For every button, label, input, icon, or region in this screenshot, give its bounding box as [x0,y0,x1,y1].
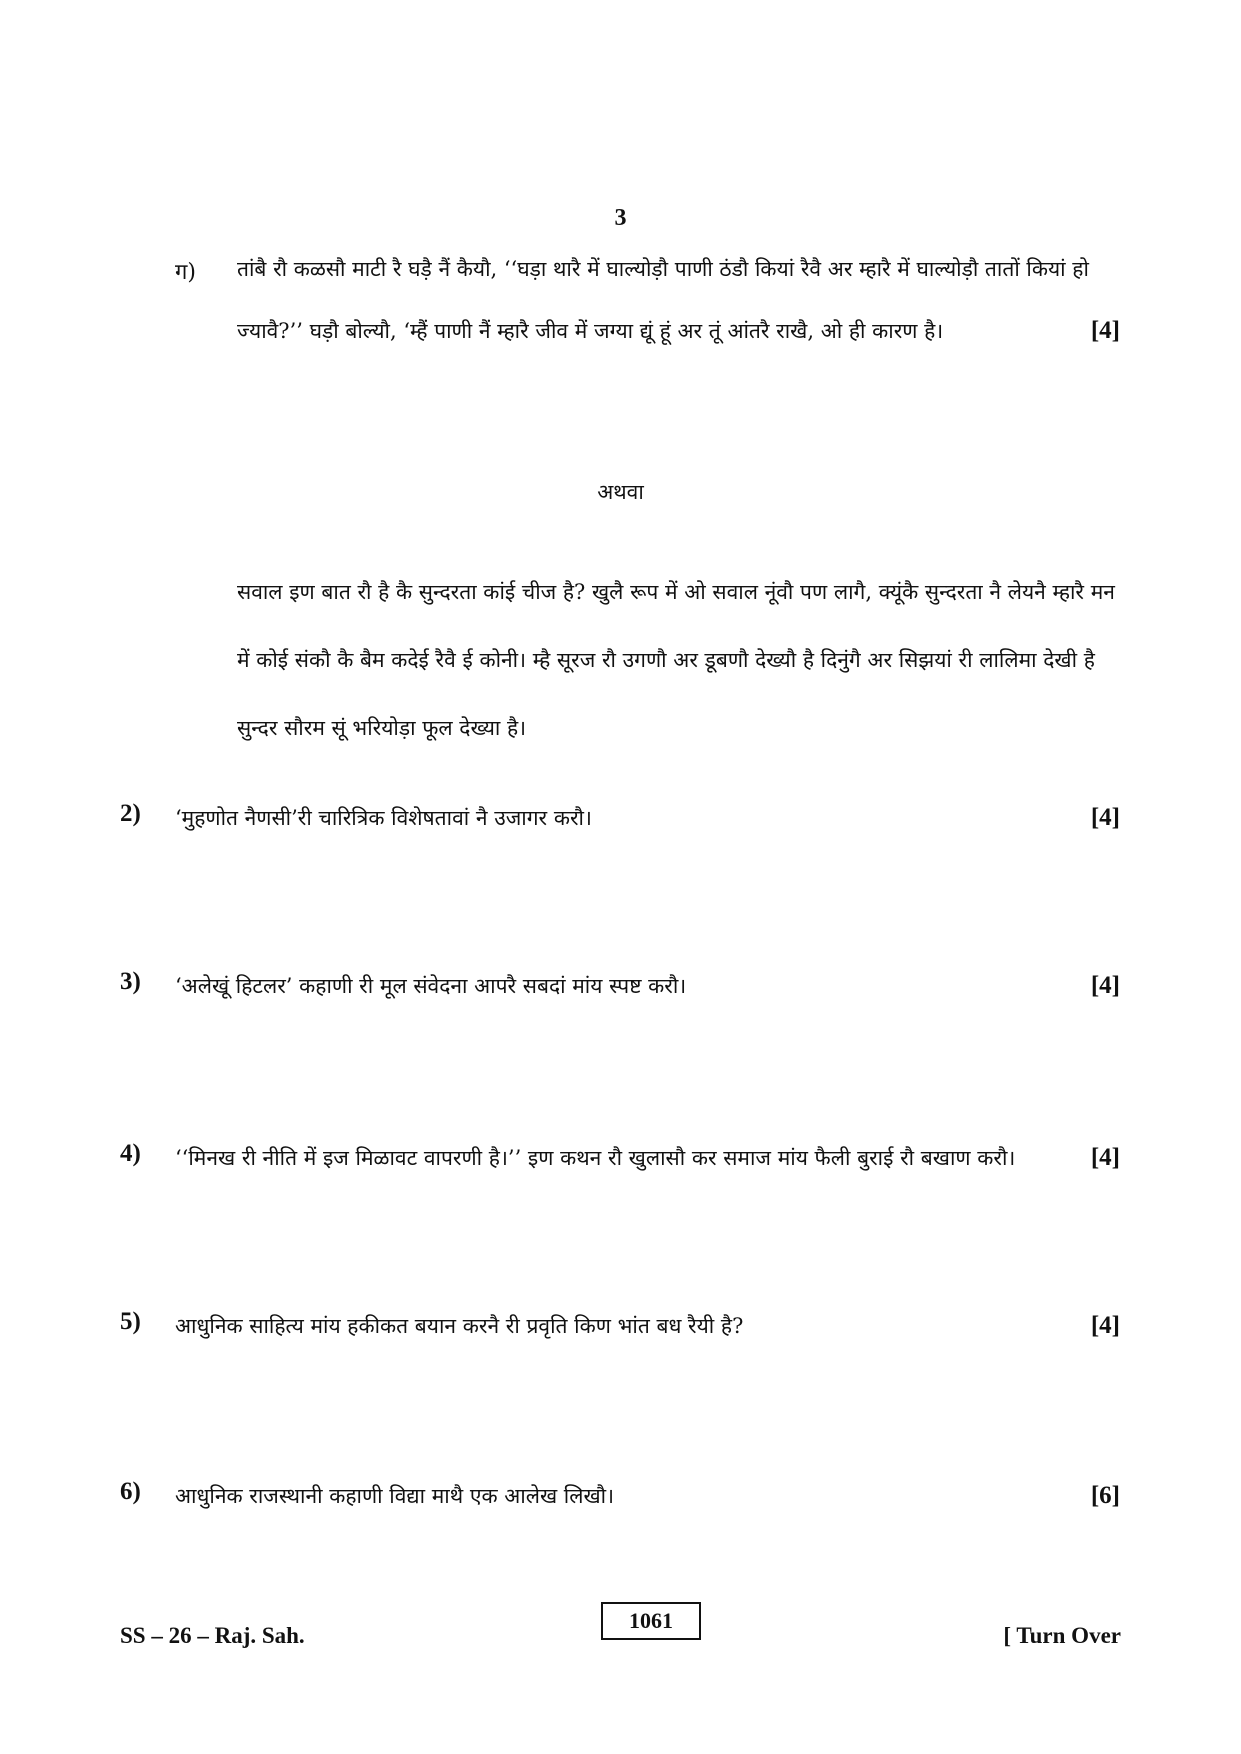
question-text: आधुनिक साहित्य मांय हकीकत बयान करनै री प्रवृति किण भांत बध रैयी है? [4] [175,1308,1120,1344]
paper-code: SS – 26 – Raj. Sah. [120,1623,305,1648]
question-text: ‘मुहणोत नैणसी’री चारित्रिक विशेषतावां नै उजागर करौ। [4] [175,800,1120,836]
question-5 [120,1308,1120,1348]
question-text: ‘अलेखूं हिटलर’ कहाणी री मूल संवेदना आपरै सबदां मांय स्पष्ट करौ। [4] [175,968,1120,1004]
marks: [4] [1090,1144,1120,1171]
question-label: ग) [175,260,196,285]
question-number: 6) [120,1478,141,1505]
marks: [4] [1090,1312,1120,1339]
turn-over-note: [ Turn Over [1003,1623,1121,1648]
marks: [4] [1090,804,1120,831]
question-3 [120,968,1120,1008]
booklet-code-box: 1061 [601,1602,701,1640]
question-4 [120,1140,1120,1220]
question-text: तांबै रौ कळसौ माटी रै घड़ै नैं कैयौ, ‘‘घड़ा थारै में घाल्योड़ौ पाणी ठंडौ कियां रैवै अर म्हारै में घाल्योड़ौ तातों कियां हो ज्यावै?’’ घड़ौ बोल्यौ, ‘म्हैं पाणी नैं म्हारै जीव में जग्या द्यूं हूं अर तूं आंतरै राखै, ओ ही कारण है। [4] [237,238,1120,362]
question-number: 5) [120,1308,141,1335]
question-g [120,238,1120,428]
question-number: 4) [120,1140,141,1167]
question-number: 3) [120,968,141,995]
marks: [4] [1090,972,1120,999]
marks: [4] [1090,317,1120,344]
question-number: 2) [120,800,141,827]
alternative-passage: सवाल इण बात रौ है कै सुन्दरता कांई चीज है? खुलै रूप में ओ सवाल नूंवौ पण लागै, क्यूंकै सुन्दरता नै लेयनै म्हारै मन में कोई संकौ कै बैम कदेई रैवै ई कोनी। म्है सूरज रौ उगणौ अर डूबणौ देख्यौ है दिनुंगै अर सिझयां री लालिमा देखी है सुन्दर सौरम सूं भरियोड़ा फूल देख्या है। [237,580,1115,740]
question-6 [120,1478,1120,1518]
question-text: आधुनिक राजस्थानी कहाणी विद्या माथै एक आलेख लिखौ। [6] [175,1478,1120,1514]
question-text: ‘‘मिनख री नीति में इज मिळावट वापरणी है।’’ इण कथन रौ खुलासौ कर समाज मांय फैली बुराई रौ बखाण करौ। [4] [175,1140,1120,1176]
page-number: 3 [614,205,627,231]
marks: [6] [1090,1482,1120,1509]
or-label: अथवा [597,480,644,504]
question-2 [120,800,1120,840]
